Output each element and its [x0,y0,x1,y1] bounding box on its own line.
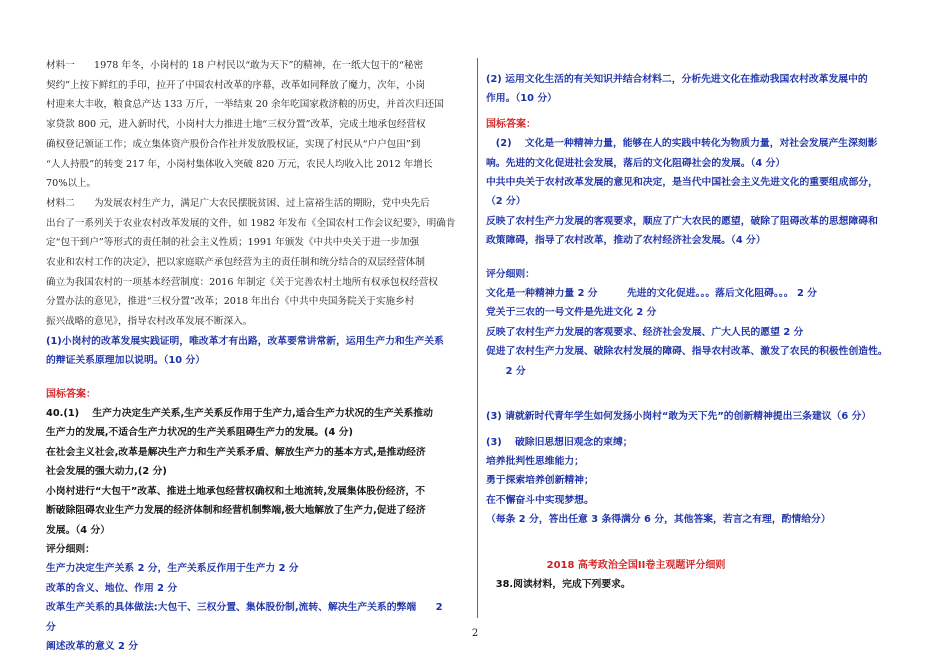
scoring-heading: 评分细则： [486,268,535,280]
question-one-line: 的辩证关系原理加以说明。（10 分） [46,355,206,367]
answer-line: 40.(1) 生产力决定生产关系,生产关系反作用于生产力,适合生产力状况的生产关系推动 [46,408,433,420]
scoring-line: 党关于三农的一号文件是先进文化 2 分 [486,307,657,319]
question-one [46,332,466,371]
answer-heading: 国标答案： [486,118,536,130]
scoring-line: 2 分 [486,365,526,377]
column-divider [477,58,478,618]
answer-line: 社会发展的强大动力,(2 分) [46,466,167,478]
scoring-line: 分 [46,621,56,633]
scoring-line: 文化是一种精神力量 2 分 先进的文化促进。。。落后文化阻碍。。。 2 分 [486,288,817,300]
page-number: 2 [471,628,479,639]
material-one-line: 契约”上按下鲜红的手印，拉开了中国农村改革的序幕，改革如同释放了魔力，次年，小岗 [46,79,426,91]
scoring-two [486,284,916,381]
answer-heading: 国标答案： [46,388,96,400]
answer-three-line: (3) 破除旧思想旧观念的束缚； [486,436,633,448]
material-two-line: 分置办法的意见》，推进“三权分置”改革；2018 年出台《中共中央国务院关于实施乡村 [46,296,415,308]
scoring-heading: 评分细则： [46,543,95,555]
material-two-line: 确立为我国农村的一项基本经营制度：2016 年制定《关于完善农村土地所有权承包权经营权 [46,276,439,288]
question-two-line: 作用。（10 分） [486,93,557,105]
question-one-line: (1)小岗村的改革发展实践证明，唯改革才有出路，改革要常讲常新，运用生产力和生产关系 [46,335,444,347]
answer-two [486,134,916,250]
answer-line: 中共中央关于农村改革发展的意见和决定，是当代中国社会主义先进文化的重要组成部分， [486,177,878,189]
scoring-line: 反映了农村生产力发展的客观要求、经济社会发展、广大人民的愿望 2 分 [486,326,804,338]
material-one-line: 70%以上。 [46,178,97,190]
answer-line: 发展。（4 分） [46,524,111,536]
section-title: 2018 高考政治全国II卷主观题评分细则 [546,559,726,571]
material-one-line: “人人持股”的转变 217 年，小岗村集体收入突破 820 万元，农民人均收入比 2012 年增长 [46,158,433,170]
question-38: 38.阅读材料，完成下列要求。 [486,578,631,590]
question-two-line: (2) 运用文化生活的有关知识并结合材料二，分析先进文化在推动我国农村改革发展中的 [486,74,868,85]
answer-three-line: 勇于探索培养创新精神； [486,475,594,487]
material-one-line: 材料一 1978 年冬，小岗村的 18 户村民以“敢为天下”的精神，在一纸大包干的“秘密 [46,60,424,71]
question-three: (3) 请就新时代青年学生如何发扬小岗村“敢为天下先”的创新精神提出三条建议（6 分） [486,411,872,423]
material-two [46,194,466,332]
scoring-one [46,559,466,656]
material-one-line: 确权登记颁证工作；成立集体资产股份合作社并发放股权证，实现了村民从“户户包田”到 [46,138,421,150]
answer-line: （2 分） [486,196,526,208]
right-column [486,70,916,594]
left-column [46,56,466,656]
material-two-line: 农业和农村工作的决定》，把以家庭联产承包经营为主的责任制和统分结合的双层经营体制 [46,257,425,269]
answer-line: 在社会主义社会,改革是解决生产力和生产关系矛盾、解放生产力的基本方式,是推动经济 [46,446,426,458]
answer-line: 响。先进的文化促进社会发展，落后的文化阻碍社会的发展。（4 分） [486,157,786,169]
material-two-line: 出台了一系列关于农业农村改革发展的文件，如 1982 年发布《全国农村工作会议纪要》，明确肯 [46,217,456,229]
answer-three-line: （每条 2 分，答出任意 3 条得满分 6 分，其他答案，若言之有理，酌情给分） [486,514,831,526]
scoring-line: 阐述改革的意义 2 分 [46,640,139,652]
material-two-line: 材料二 为发展农村生产力，满足广大农民摆脱贫困、过上富裕生活的期盼，党中央先后 [46,197,430,209]
answer-three [486,433,916,530]
answer-three-line: 培养批判性思维能力； [486,455,584,467]
scoring-line: 改革的含义、地位、作用 2 分 [46,582,178,594]
question-two [486,70,916,109]
scoring-line: 生产力决定生产关系 2 分，生产关系反作用于生产力 2 分 [46,563,299,575]
material-one-line: 家贷款 800 元，进入新时代，小岗村大力推进土地“三权分置”改革，完成土地承包经营权 [46,119,426,131]
answer-line: 生产力的发展,不适合生产力状况的生产关系阻碍生产力的发展。(4 分) [46,427,354,439]
answer-line: 反映了农村生产力发展的客观要求，顺应了广大农民的愿望，破除了阻碍改革的思想障碍和 [486,215,878,227]
answer-three-line: 在不懈奋斗中实现梦想。 [486,494,594,506]
material-two-line: 振兴战略的意见》，指导农村改革发展不断深入。 [46,316,253,328]
answer-one [46,404,466,540]
material-two-line: 定“包干到户”等形式的责任制的社会主义性质；1991 年颁发《中共中央关于进一步加强 [46,237,420,249]
material-one-line: 村迎来大丰收，粮食总产达 133 万斤，一举结束 20 余年吃国家救济粮的历史，并首次归还国 [46,99,444,111]
answer-line: 政策障碍，指导了农村改革，推动了农村经济社会发展。（4 分） [486,235,766,247]
scoring-line: 改革生产关系的具体做法:大包干、三权分置、集体股份制,流转、解决生产关系的弊端 2 [46,602,443,614]
material-one [46,56,466,194]
scoring-line: 促进了农村生产力发展、破除农村发展的障碍、指导农村改革、激发了农民的积极性创造性。 [486,346,888,358]
answer-line: 小岗村进行“大包干”改革、推进土地承包经营权确权和土地流转,发展集体股份经济，不 [46,485,426,497]
answer-line: 断破除阻碍农业生产力发展的经济体制和经营机制弊端,极大地解放了生产力,促进了经济 [46,505,426,517]
answer-line: (2) 文化是一种精神力量，能够在人的实践中转化为物质力量，对社会发展产生深刻影 [486,138,878,150]
